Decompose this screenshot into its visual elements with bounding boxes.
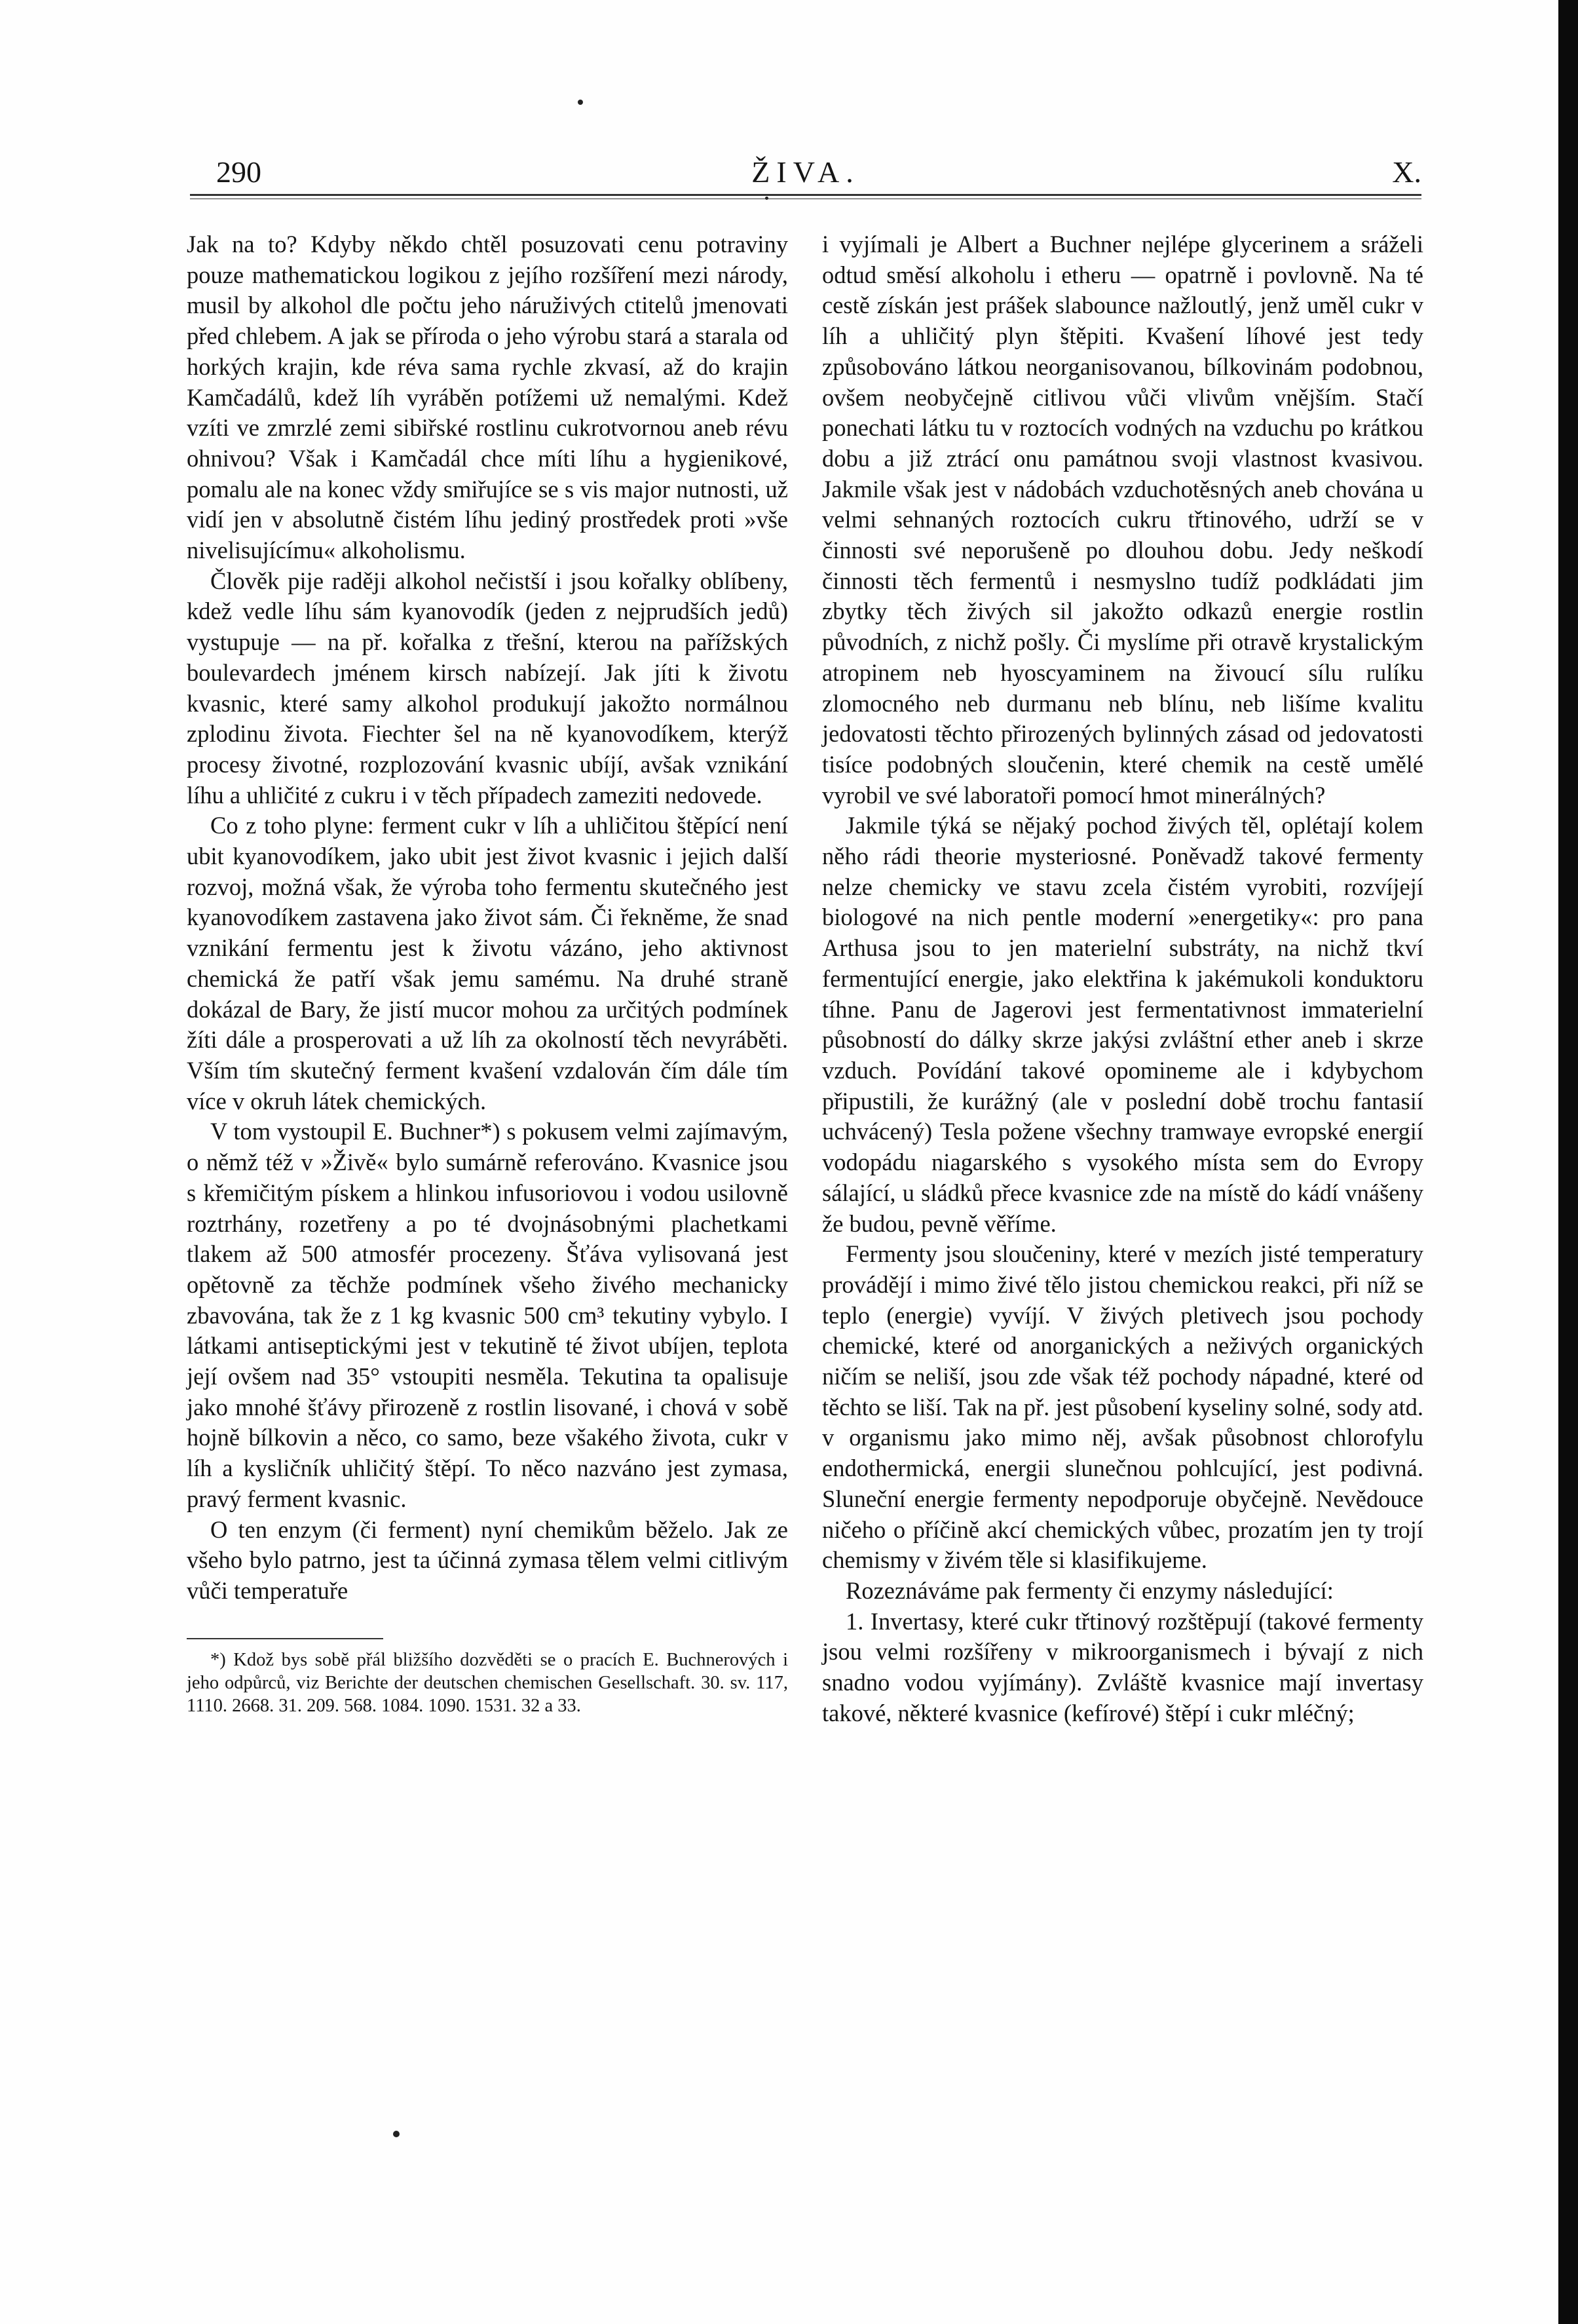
paragraph: Jakmile týká se nějaký pochod živých těl, oplétají kolem něho rádi theorie mysteriosné. Poněvadž takové fermenty nelze chemicky ve stavu zcela čistém vyrobiti, rozvíjejí biologové na nich pentle moderní »energetiky«: pro pana Arthusa jsou to jen materielní substráty, na nichž tkví fermentující energie, jako elektřina k jakémukoli konduktoru tíhne. Panu de Jagerovi jest fermentativnost immaterielní působností do dálky skrze jakýsi zvláštní ether aneb i skrze vzduch. Povídání takové opomineme ale i kdybychom připustili, že kurážný (ale v poslední době trochu fantasií uchvácený) Tesla požene všechny tramwaye evropské energií vodopádu niagarského s vysokého místa sem do Evropy sálající, u sládků přece kvasnice zde na místě do kádí vnášeny že budou, pevně věříme.: [822, 812, 1423, 1237]
journal-title: ŽIVA.: [751, 155, 860, 189]
footnote: *) Kdož bys sobě přál bližšího dozvěděti se o pracích E. Buchnerových i jeho odpůrců, viz Berichte der deutschen chemischen Gesellschaft. 30. sv. 117, 1110. 2668. 31. 209. 568. 1084. 1090. 1531. 32 a 33.: [187, 1649, 788, 1716]
scan-speck: [578, 100, 583, 105]
paragraph: Co z toho plyne: ferment cukr v líh a uhličitou štěpící není ubit kyanovodíkem, jako ubit jest život kvasnic i jejich další rozvoj, možná však, že výroba toho fermentu skutečného jest kyanovodíkem zastavena jako život sám. Či řekněme, že snad vznikání fermentu jest k životu vázáno, jeho aktivnost chemická že patří však jemu samému. Na druhé straně dokázal de Bary, že jistí mucor mohou za určitých podmínek žíti dále a prosperovati a už líh za okolností těch nevyráběti. Vším tím skutečný ferment kvašení vzdalován čím dále tím více v okruh látek chemických.: [187, 812, 788, 1114]
paragraph: O ten enzym (či ferment) nyní chemikům běželo. Jak ze všeho bylo patrno, jest ta účinná zymasa tělem velmi citlivým vůči temperatuře: [187, 1515, 788, 1604]
paragraph: Jak na to? Kdyby někdo chtěl posuzovati cenu potraviny pouze mathematickou logikou z jejího rozšíření mezi národy, musil by alkohol dle počtu jeho náruživých ctitelů jmenovati před chlebem. A jak se příroda o jeho výrobu stará a starala od horkých krajin, kde réva sama rychle zkvasí, až do krajin Kamčadálů, kdež líh vyráběn potížemi už nemalými. Kdež vzíti ve zmrzlé zemi sibiřské rostlinu cukrotvornou aneb révu ohnivou? Však i Kamčadál chce míti líhu a hygienikové, pomalu ale na konec vždy smiřujíce se s vis major nutnosti, už vidí jen v absolutně čistém líhu jediný prostředek proti »vše nivelisujícímu« alkoholismu.: [187, 231, 788, 564]
paragraph: Fermenty jsou sloučeniny, které v mezích jisté temperatury provádějí i mimo živé tělo jistou chemickou reakci, při níž se teplo (energie) vyvíjí. V živých pletivech jsou pochody chemické, které od anorganických a neživých organických ničím se neliší, jsou zde však též pochody nápadné, které od těchto se liší. Tak na př. jest působení kyseliny solné, sody atd. v organismu jako mimo něj, avšak působnost chlorofylu endothermická, energii slunečnou pohlcující, jest podivná. Sluneční energie fermenty nepodporuje obyčejně. Nevědouce ničeho o příčině akcí chemických vůbec, prozatím jen ty trojí chemismy v živém těle si klasifikujeme.: [822, 1240, 1423, 1574]
paragraph: V tom vystoupil E. Buchner*) s pokusem velmi zajímavým, o němž též v »Živě« bylo sumárně referováno. Kvasnice jsou s křemičitým pískem a hlinkou infusoriovou i vodou usilovně roztrhány, rozetřeny a po té dvojnásobnými plachetkami tlakem až 500 atmosfér procezeny. Šťáva vylisovaná jest opětovně za těchže podmínek všeho živého mechanicky zbavována, tak že z 1 kg kvasnic 500 cm³ tekutiny vybylo. I látkami antiseptickými jest v tekutině té život ubíjen, teplota její ovšem nad 35° vstoupiti nesměla. Tekutina ta opalisuje jako mnohé šťávy přirozeně z rostlin lisované, i chová v sobě hojně bílkovin a něco, co samo, beze všakého života, cukr v líh a kysličník uhličitý štěpí. To něco nazváno jest zymasa, pravý ferment kvasnic.: [187, 1118, 788, 1512]
page-number: 290: [216, 155, 261, 189]
scan-speck: [393, 2131, 400, 2137]
left-column: [187, 229, 788, 1717]
scan-border: [1558, 0, 1578, 2324]
paragraph: Člověk pije raději alkohol nečistší i jsou kořalky oblíbeny, kdež vedle líhu sám kyanovodík (jeden z nejprudších jedů) vystupuje — na př. kořalka z třešní, kterou na pařížských boulevardech jménem kirsch nabízejí. Jak jíti k životu kvasnic, které samy alkohol produkují jakožto normálnou zplodinu života. Fiechter šel na ně kyanovodíkem, kterýž procesy životné, rozplozování kvasnic ubíjí, avšak vznikání líhu a uhličité z cukru i v těch případech zameziti nedovede.: [187, 567, 788, 809]
paragraph: 1. Invertasy, které cukr třtinový rozštěpují (takové fermenty jsou velmi rozšířeny v mikroorganismech i bývají z nich snadno vodou vyjímány). Zvláště kvasnice mají invertasy takové, některé kvasnice (kefírové) štěpí i cukr mléčný;: [822, 1607, 1423, 1726]
footnote-rule: [187, 1638, 383, 1639]
volume-number: X.: [1392, 155, 1421, 189]
running-header: [190, 145, 1421, 191]
paragraph: i vyjímali je Albert a Buchner nejlépe glycerinem a sráželi odtud směsí alkoholu i etheru — opatrně i povlovně. Na té cestě získán jest prášek slabounce nažloutlý, jenž uměl cukr v líh a uhličitý plyn štěpiti. Kvašení líhové jest tedy způsobováno látkou neorganisovanou, bílkovinám podobnou, ovšem neobyčejně citlivou vůči vlivům vnějším. Stačí ponechati látku tu v roztocích vodných na vzduchu po krátkou dobu a již ztrácí onu památnou svoji vlastnost kvasivou. Jakmile však jest v nádobách vzduchotěsných aneb chována u velmi sehnaných roztocích cukru třtinového, udrží se v činnosti své neporušeně po dlouhou dobu. Jedy neškodí činnosti těch fermentů i nesmyslno tudíž podkládati jim zbytky těch živých sil jakožto odkazů energie rostlin původních, z nichž pošly. Či myslíme při otravě krystalickým atropinem neb hyoscyaminem na živoucí sílu rulíku zlomocného neb durmanu neb blínu, neb lišíme kvalitu jedovatosti těchto přirozených bylinných zásad od jedovatosti tisíce podobných sloučenin, které chemik na cestě umělé vyrobil ve své laboratoři pomocí hmot minerálných?: [822, 231, 1423, 809]
header-rule: [190, 194, 1421, 196]
right-column: [822, 229, 1423, 1728]
paragraph: Rozeznáváme pak fermenty či enzymy následující:: [846, 1576, 1334, 1604]
